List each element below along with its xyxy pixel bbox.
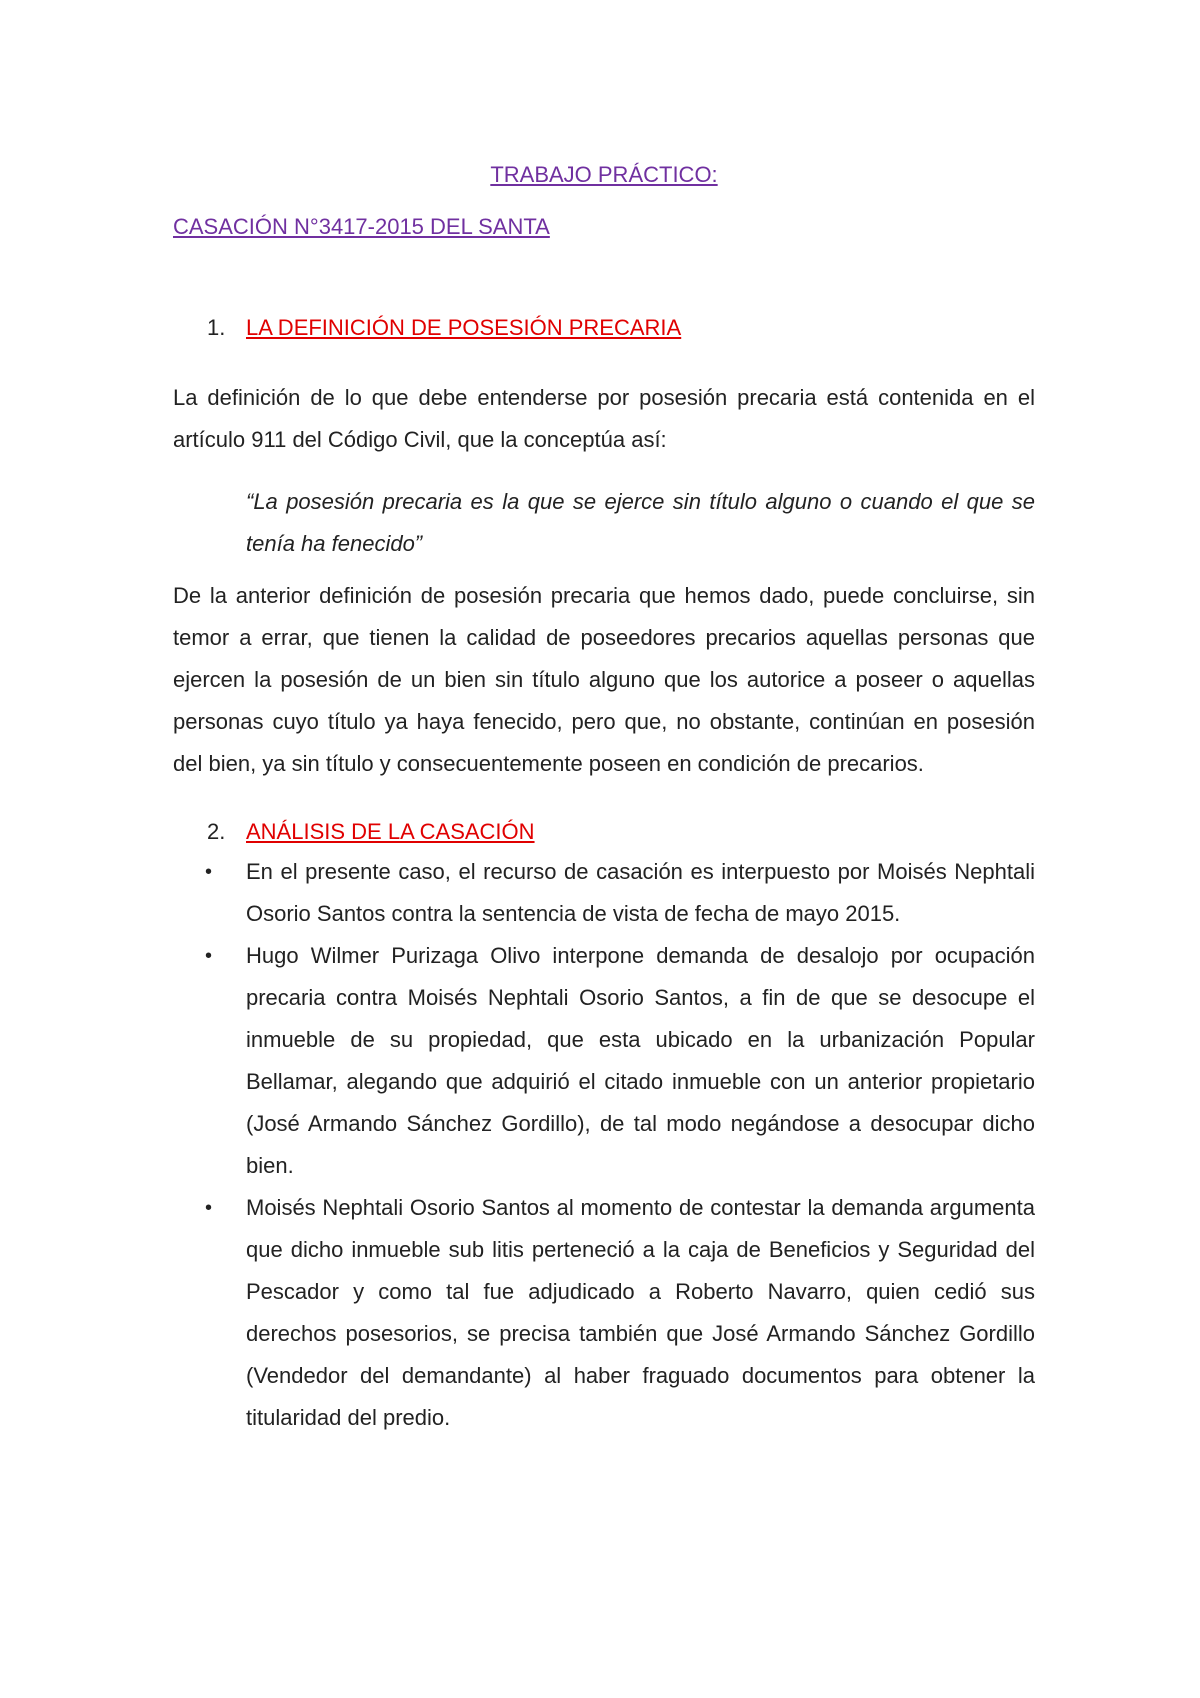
section-1-title: LA DEFINICIÓN DE POSESIÓN PRECARIA	[246, 315, 682, 340]
section-1-quote: “La posesión precaria es la que se ejerce sin título alguno o cuando el que se tenía ha fenecido”	[246, 489, 1035, 556]
section-2-heading	[173, 817, 1035, 847]
bullet-icon: •	[205, 1197, 213, 1219]
bullet-text: En el presente caso, el recurso de casación es interpuesto por Moisés Nephtali Osorio Santos contra la sentencia de vista de fecha de mayo 2015.	[246, 859, 1035, 926]
section-2-number: 2.	[207, 819, 226, 844]
bullet-icon: •	[205, 945, 213, 967]
list-item	[173, 935, 1035, 1187]
section-1-paragraph-2: De la anterior definición de posesión precaria que hemos dado, puede concluirse, sin temor a errar, que tienen la calidad de poseedores precarios aquellas personas que ejercen la posesión de un bien sin título alguno que los autorice a poseer o aquellas personas cuyo título ya haya fenecido, pero que, no obstante, continúan en posesión del bien, ya sin título y consecuentemente poseen en condición de precarios.	[173, 583, 1035, 776]
section-2-bullet-list	[173, 851, 1035, 1439]
document-subtitle: CASACIÓN N°3417-2015 DEL SANTA	[173, 214, 550, 239]
document-title: TRABAJO PRÁCTICO:	[490, 162, 718, 187]
document-body	[173, 160, 1035, 1439]
section-1-heading	[173, 313, 1035, 343]
list-item	[173, 1187, 1035, 1439]
list-item	[173, 851, 1035, 935]
bullet-text: Hugo Wilmer Purizaga Olivo interpone demanda de desalojo por ocupación precaria contra Moisés Nephtali Osorio Santos, a fin de que se desocupe el inmueble de su propiedad, que esta ubicado en la urbanización Popular Bellamar, alegando que adquirió el citado inmueble con un anterior propietario (José Armando Sánchez Gordillo), de tal modo negándose a desocupar dicho bien.	[246, 943, 1035, 1178]
section-2-title: ANÁLISIS DE LA CASACIÓN	[246, 819, 535, 844]
bullet-text: Moisés Nephtali Osorio Santos al momento de contestar la demanda argumenta que dicho inmueble sub litis perteneció a la caja de Beneficios y Seguridad del Pescador y como tal fue adjudicado a Roberto Navarro, quien cedió sus derechos posesorios, se precisa también que José Armando Sánchez Gordillo (Vendedor del demandante) al haber fraguado documentos para obtener la titularidad del predio.	[246, 1195, 1035, 1430]
bullet-icon: •	[205, 861, 213, 883]
section-1-number: 1.	[207, 315, 226, 340]
section-1-paragraph-1: La definición de lo que debe entenderse por posesión precaria está contenida en el artículo 911 del Código Civil, que la conceptúa así:	[173, 385, 1035, 452]
